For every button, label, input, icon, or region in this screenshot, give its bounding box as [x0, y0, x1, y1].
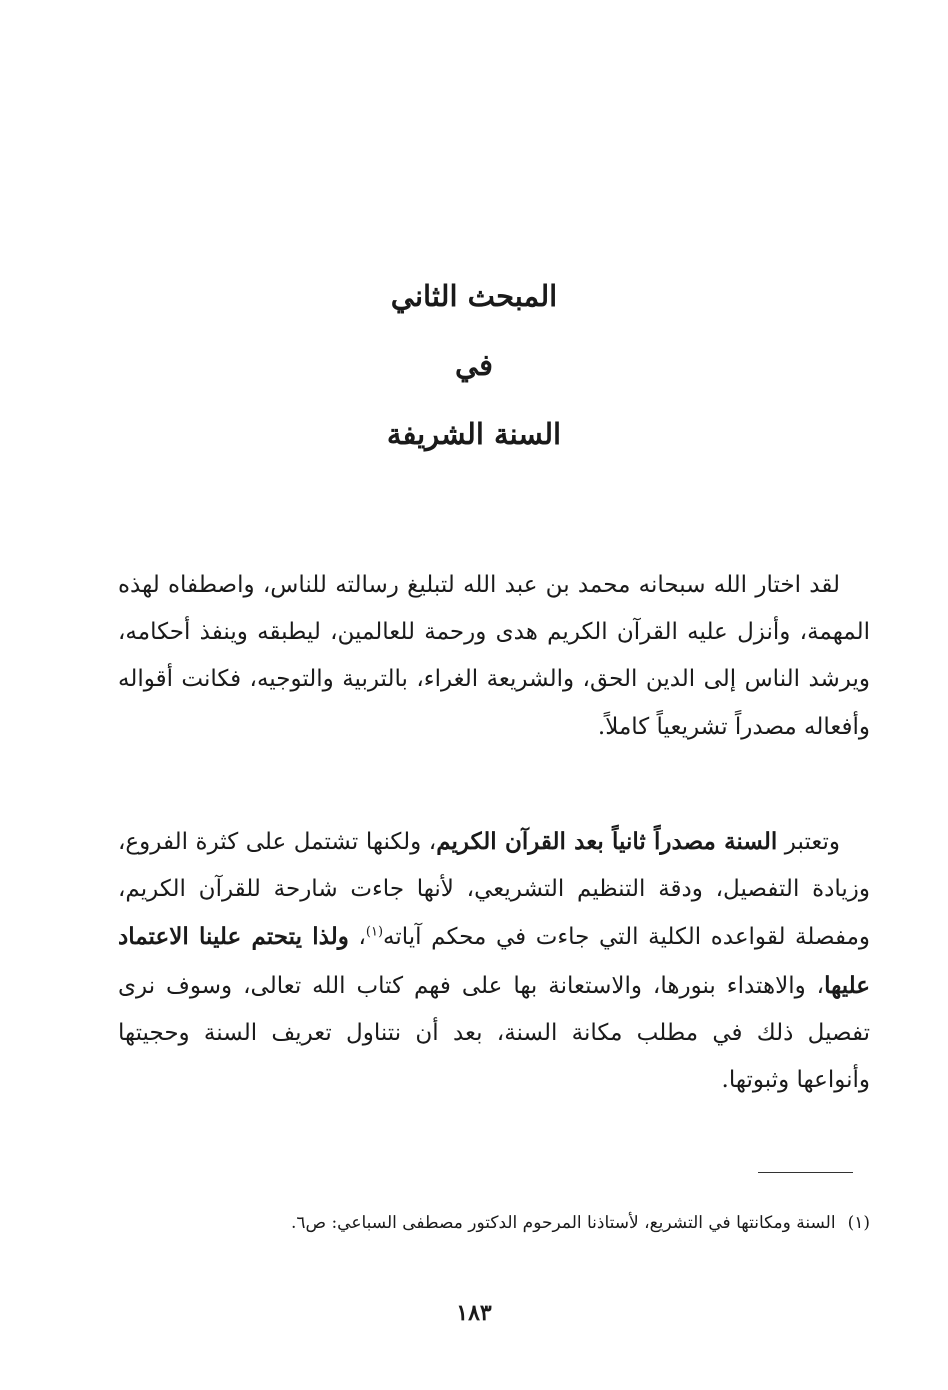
- footnote-divider: [758, 1172, 853, 1173]
- paragraph-2-body: ، ولكنها تشتمل على كثرة الفروع، وزيادة التفصيل، ودقة التنظيم التشريعي، لأنها جاءت شارحة للقرآن الكريم، ومفصلة لقواعده الكلية التي جاءت في محكم آياته: [118, 829, 871, 951]
- paragraph-2-ending: ، والاهتداء بنورها، والاستعانة بها على فهم كتاب الله تعالى، وسوف نرى تفصيل ذلك في مطلب مكانة السنة، بعد أن نتناول تعريف السنة وحجيتها وأنواعها وثبوتها.: [118, 972, 870, 1094]
- paragraph-2-intro: وتعتبر: [777, 829, 840, 855]
- section-title-connector: في: [454, 348, 494, 382]
- bold-phrase-1: السنة مصدراً ثانياً بعد القرآن الكريم: [436, 828, 778, 855]
- footnote-reference[interactable]: (١): [365, 924, 384, 940]
- section-subject: السنة الشريفة: [386, 417, 562, 451]
- page-number: ١٨٣: [456, 1300, 492, 1326]
- footnote: [118, 1208, 870, 1238]
- paragraph-2: [118, 818, 870, 1104]
- bold-phrase-2: ولذا يتحتم علينا الاعتماد عليها: [118, 923, 870, 999]
- paragraph-2-separator: ،: [348, 924, 366, 951]
- section-title: المبحث الثاني: [390, 279, 558, 313]
- footnote-text: السنة ومكانتها في التشريع، لأستاذنا المرحوم الدكتور مصطفى السباعي: ص٦.: [290, 1213, 836, 1233]
- footnote-number: (١): [847, 1213, 870, 1233]
- paragraph-1: لقد اختار الله سبحانه محمد بن عبد الله لتبليغ رسالته للناس، واصطفاه لهذه المهمة، وأنزل عليه القرآن الكريم هدى ورحمة للعالمين، ليطبقه وينفذ أحكامه، ويرشد الناس إلى الدين الحق، والشريعة الغراء، بالتربية والتوجيه، فكانت أقواله وأفعاله مصدراً تشريعياً كاملاً.: [118, 572, 870, 740]
